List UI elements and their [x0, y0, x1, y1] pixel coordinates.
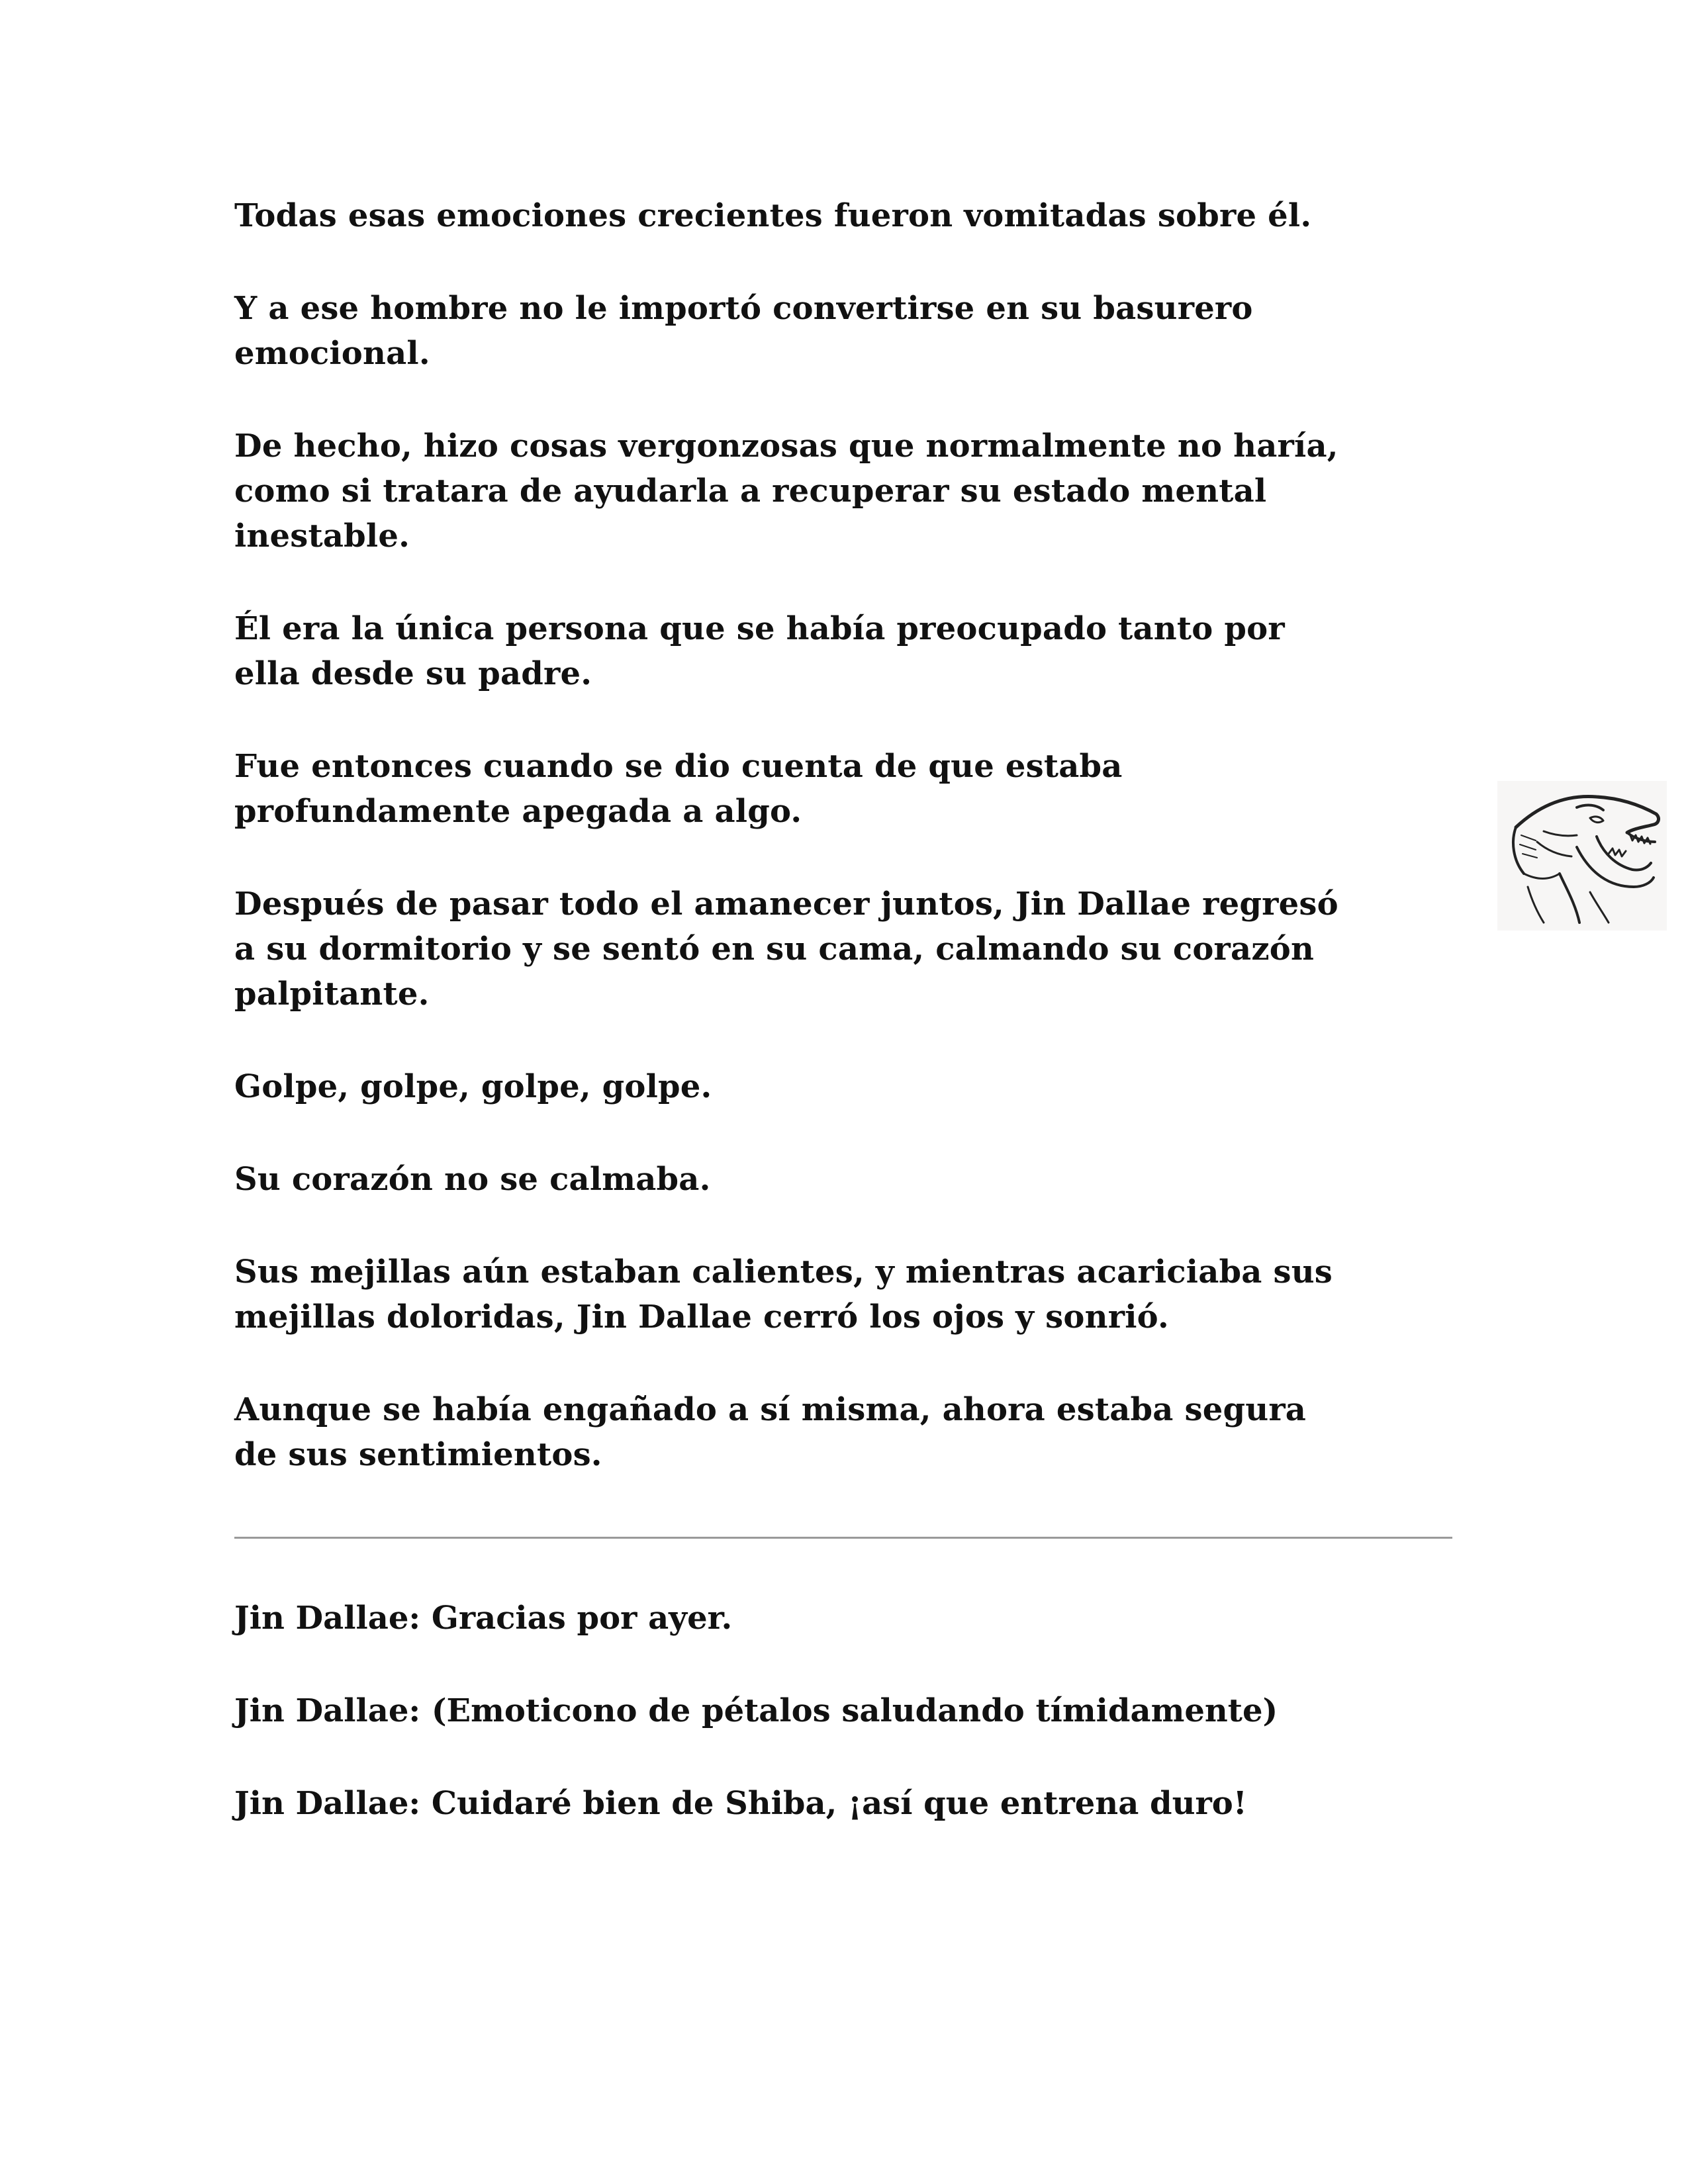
story-paragraph: De hecho, hizo cosas vergonzosas que normalmente no haría, como si tratara de ayudarla a recuperar su estado mental inestable.: [234, 428, 1338, 555]
story-paragraph: Y a ese hombre no le importó convertirse en su basurero emocional.: [234, 290, 1253, 372]
document-body: [234, 193, 1459, 1874]
chat-message: Jin Dallae: (Emoticono de pétalos saludando tímidamente): [234, 1692, 1278, 1729]
story-paragraph: Su corazón no se calmaba.: [234, 1161, 711, 1198]
story-paragraph: Él era la única persona que se había preocupado tanto por ella desde su padre.: [234, 610, 1285, 692]
story-paragraph: Fue entonces cuando se dio cuenta de que estaba profundamente apegada a algo.: [234, 748, 1123, 830]
section-divider: [234, 1537, 1452, 1539]
chat-message: Jin Dallae: Gracias por ayer.: [234, 1600, 733, 1637]
story-paragraph: Después de pasar todo el amanecer juntos, Jin Dallae regresó a su dormitorio y se sentó en su cama, calmando su corazón palpitante.: [234, 886, 1338, 1013]
chat-message: Jin Dallae: Cuidaré bien de Shiba, ¡así que entrena duro!: [234, 1785, 1247, 1822]
story-paragraph: Aunque se había engañado a sí misma, ahora estaba segura de sus sentimientos.: [234, 1391, 1307, 1473]
story-paragraph: Golpe, golpe, golpe, golpe.: [234, 1068, 712, 1105]
story-paragraph: Todas esas emociones crecientes fueron vomitadas sobre él.: [234, 197, 1312, 234]
dinosaur-head-sketch-icon: [1497, 781, 1667, 931]
story-paragraph: Sus mejillas aún estaban calientes, y mientras acariciaba sus mejillas doloridas, Jin Dallae cerró los ojos y sonrió.: [234, 1253, 1333, 1336]
